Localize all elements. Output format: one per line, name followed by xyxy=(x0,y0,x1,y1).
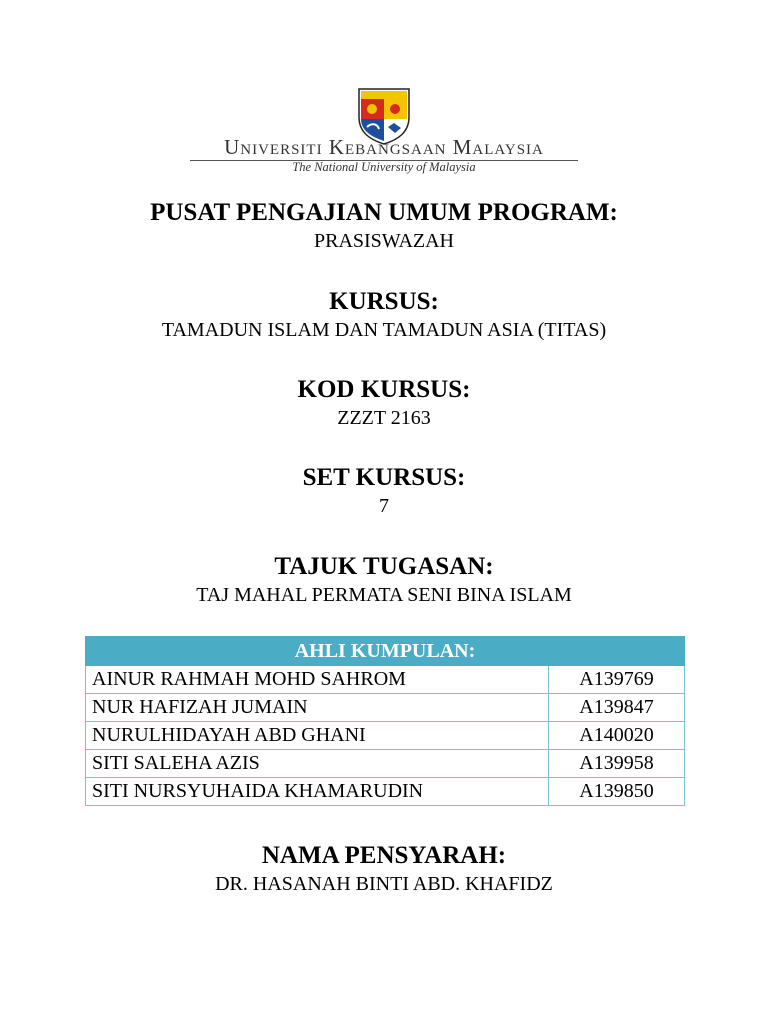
section-heading: NAMA PENSYARAH: xyxy=(261,842,507,869)
member-name: SITI NURSYUHAIDA KHAMARUDIN xyxy=(86,778,549,806)
table-row xyxy=(86,778,685,806)
members-table-header: AHLI KUMPULAN: xyxy=(86,637,685,666)
member-id: A139769 xyxy=(549,666,685,694)
section-value: TAJ MAHAL PERMATA SENI BINA ISLAM xyxy=(196,584,572,606)
table-row xyxy=(86,666,685,694)
section-value: ZZZT 2163 xyxy=(337,407,431,429)
member-id: A139850 xyxy=(549,778,685,806)
table-row xyxy=(86,722,685,750)
member-id: A140020 xyxy=(549,722,685,750)
section-value: TAMADUN ISLAM DAN TAMADUN ASIA (TITAS) xyxy=(161,319,607,341)
university-subtitle: The National University of Malaysia xyxy=(292,160,476,174)
section-course xyxy=(0,287,768,343)
members-table-header-row xyxy=(86,637,685,666)
section-value: DR. HASANAH BINTI ABD. KHAFIDZ xyxy=(215,873,553,895)
section-value: PRASISWAZAH xyxy=(313,230,455,252)
member-name: SITI SALEHA AZIS xyxy=(86,750,549,778)
section-assignment-title xyxy=(0,552,768,608)
section-heading: SET KURSUS: xyxy=(302,464,466,491)
section-heading: KOD KURSUS: xyxy=(297,376,471,403)
section-heading: TAJUK TUGASAN: xyxy=(274,553,494,580)
section-program xyxy=(0,198,768,254)
section-course-set xyxy=(0,463,768,519)
section-value: 7 xyxy=(379,495,389,517)
section-course-code xyxy=(0,375,768,431)
section-lecturer xyxy=(0,841,768,897)
member-name: NUR HAFIZAH JUMAIN xyxy=(86,694,549,722)
member-id: A139847 xyxy=(549,694,685,722)
member-name: NURULHIDAYAH ABD GHANI xyxy=(86,722,549,750)
table-row xyxy=(86,694,685,722)
section-heading: KURSUS: xyxy=(329,288,439,315)
members-table xyxy=(85,636,685,806)
table-row xyxy=(86,750,685,778)
section-heading: PUSAT PENGAJIAN UMUM PROGRAM: xyxy=(150,199,618,226)
member-name: AINUR RAHMAH MOHD SAHROM xyxy=(86,666,549,694)
university-name: Universiti Kebangsaan Malaysia xyxy=(224,135,544,159)
member-id: A139958 xyxy=(549,750,685,778)
university-logo xyxy=(0,82,768,182)
